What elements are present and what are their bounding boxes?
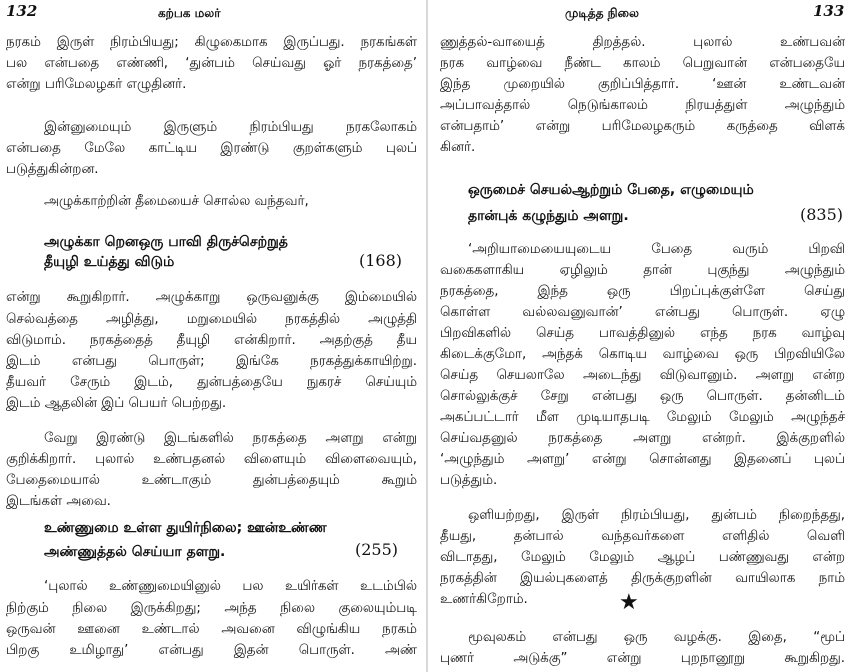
text-line: பல என்பதை எண்ணி, ‘துன்பம் செய்வது ஓர் நரகத்தை’ [6, 56, 417, 71]
text-line: என்பதாம்’ என்று பரிமேலழகரும் கருத்தை விளக் [440, 119, 845, 134]
text-line: இந்த முறையில் குறிப்பித்தார். ‘ஊன் உண்டவன் [440, 77, 845, 92]
verse-line: உண்ணுமை உள்ள துயிர்நிலை; ஊன்உண்ண [44, 520, 327, 536]
text-line: கினர். [440, 140, 476, 155]
verse-line: தான்புக் கழுந்தும் அளறு. [468, 208, 629, 224]
left-page-number: 132 [6, 2, 38, 20]
text-line: வகைகளாகிய ஏழிலும் தான் புகுந்து அழுந்தும் [440, 263, 845, 278]
right-page [429, 0, 854, 672]
text-line: என்று பரிமேலழகர் எழுதினர். [6, 77, 187, 92]
text-line: கொள்ள வல்லவனுவான்’ என்பது பொருள். ஏழு [440, 305, 845, 320]
text-line: ணுத்தல்-வாயைத் திறத்தல். புலால் உண்பவன் [440, 35, 845, 50]
verse-number: (835) [800, 205, 844, 224]
left-page [0, 0, 425, 672]
text-line: நரகத்தின் இயல்புகளைத் திருக்குறளின் வாயிலாக நாம் [440, 571, 845, 586]
text-line: குறிக்கிறார். புலால் உண்பதனல் விளையும் விளைவையும், [6, 452, 417, 467]
text-line: விடாதது, மேலும் மேலும் ஆழப் பண்ணுவது என்ற [440, 550, 845, 565]
text-line: செய்வதனுல் நரகத்தை அளறு என்றர். இக்குறளில் [440, 431, 845, 446]
page-gutter [426, 0, 428, 672]
text-line: உணர்கிறோம். [440, 592, 528, 607]
text-line: நரகத்தை, இந்த ஒரு பிறப்புக்குள்ளே செய்து [440, 284, 845, 299]
text-line: மூவுலகம் என்பது ஒரு வழக்கு. இதை, “மூப் [468, 630, 845, 645]
text-line: பிறவிகளில் செய்த பாவத்தினுல் எந்த நரக வாழ்வு [440, 326, 845, 341]
text-line: அப்பாவத்தால் நெடுங்காலம் நிரயத்துள் அழுந்தும் [440, 98, 845, 113]
text-line: இன்னுமையும் இருளும் நிரம்பியது நரகலோகம் [44, 120, 417, 135]
text-line: நரக வாழ்வை நீண்ட காலம் பெறுவான் என்பதையே [440, 56, 845, 71]
text-line: செல்வத்தை அழித்து, மறுமையில் நரகத்தில் அழுத்தி [6, 312, 417, 327]
text-line: ‘அறியாமையையுடைய பேதை வரும் பிறவி [468, 242, 845, 257]
text-line: ‘அழுந்தும் அளறு’ என்று சொன்னது இதனைப் புலப் [440, 452, 845, 467]
text-line: தீயவர் சேரும் இடம், துன்பத்தையே நுகரச் செய்யும் [6, 375, 417, 390]
text-line: நிற்கும் நிலை இருக்கிறது; அந்த நிலை குலையும்படி [6, 601, 417, 616]
text-line: புணர் அடுக்கு” என்று புறநானூறு கூறுகிறது. [440, 651, 845, 666]
text-line: நரகம் இருள் நிரம்பியது; கிழுகைமாக இருப்பது. நரகங்கள் [6, 35, 417, 50]
text-line: ஒளியற்றது, இருள் நிரம்பியது, துன்பம் நிறைந்தது, [468, 508, 845, 523]
text-line: கிடைக்குமோ, அந்தக் கொடிய வாழ்வை ஒரு பிறவியிலே [440, 347, 845, 362]
text-line: படுத்துகின்றன. [6, 162, 99, 177]
right-running-head: முடித்த நிலை [565, 6, 639, 20]
right-page-number: 133 [813, 2, 845, 20]
text-line: படுத்தும். [440, 473, 498, 488]
text-line: செய்த செயலாலே அடைந்து விடுவானும். அளறு என்ற [440, 368, 845, 383]
left-running-head: கற்பக மலர் [158, 6, 221, 20]
text-line: இடம் ஆதலின் இப் பெயர் பெற்றது. [6, 396, 227, 411]
text-line: சொல்லுக்குச் சேறு என்பது ஒரு பொருள். தன்னிடம் [440, 389, 845, 404]
verse-line: அண்ணுத்தல் செய்யா தளறு. [44, 544, 226, 560]
intro-line: அழுக்காற்றின் தீமையைச் சொல்ல வந்தவர், [44, 194, 309, 209]
text-line: அகப்பட்டார் மீள முடியாதபடி மேலும் மேலும் அழுந்தச் [440, 410, 845, 425]
verse-line: அழுக்கா றெனஒரு பாவி திருச்செற்றுத் [44, 234, 288, 250]
text-line: வேறு இரண்டு இடங்களில் நரகத்தை அளறு என்று [44, 431, 417, 446]
text-line: என்பதை மேலே காட்டிய இரண்டு குறள்களும் புலப் [6, 141, 417, 156]
text-line: தீயது, தன்பால் வந்தவர்களை எளிதில் வெளி [440, 529, 845, 544]
verse-line: தீயுழி உய்த்து விடும் [44, 254, 175, 270]
verse-number: (168) [359, 251, 403, 270]
text-line: இடம் என்பது பொருள்; இங்கே நரகத்துக்காயிற்று. [6, 354, 417, 369]
text-line: விடுமாம். நரகத்தைத் தீயுழி என்கிறார். அதற்குத் தீய [6, 333, 417, 348]
text-line: இடங்கள் அவை. [6, 494, 111, 509]
text-line: பேதைமையால் உண்டாகும் துன்பத்தையும் கூறும் [6, 473, 417, 488]
text-line: என்று கூறுகிறார். அழுக்காறு ஒருவனுக்கு இம்மையில் [6, 290, 417, 305]
text-line: ஒருவன் ஊனை உண்டால் அவனை விழுங்கிய நரகம் [6, 622, 417, 637]
text-line: பிறகு உமிழாது’ என்பது இதன் பொருள். அண் [6, 643, 417, 658]
section-star-icon: ★ [619, 590, 639, 615]
verse-line: ஒருமைச் செயல்ஆற்றும் பேதை, எழுமையும் [468, 182, 754, 198]
verse-number: (255) [355, 540, 399, 559]
text-line: ‘புலால் உண்ணுமையினுல் பல உயிர்கள் உடம்பில் [44, 579, 417, 594]
